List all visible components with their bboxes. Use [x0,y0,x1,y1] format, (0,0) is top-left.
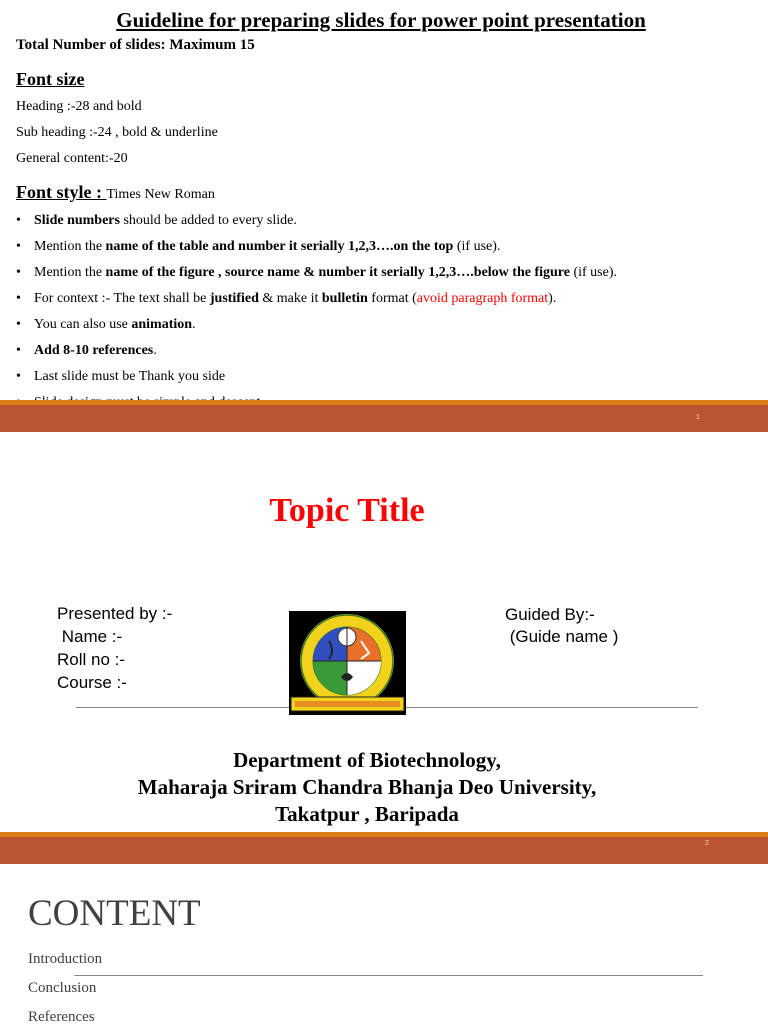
bullet-bold-text: Slide numbers [34,213,120,228]
bullet-text: Mention the [34,265,106,280]
presenter-details [57,602,172,694]
total-slides-text: Total Number of slides: Maximum 15 [16,37,255,53]
bullet-text: You can also use [34,317,132,332]
bullet-text: & make it [258,291,322,306]
font-style-heading: Font style : [16,182,107,202]
course-label: Course :- [57,673,127,692]
slide3-divider [74,975,703,976]
bullet-figure-numbering [16,264,617,290]
general-content-spec: General content:-20 [16,151,128,166]
bullet-text: Mention the [34,239,106,254]
slide2-page-number: 2 [705,840,709,847]
roll-no-label: Roll no :- [57,650,126,669]
bullet-bold-text: name of the table and number it serially 1,2,3….on the top [105,239,454,254]
slide1-title: Guideline for preparing slides for power point presentation [116,8,646,32]
bullet-slide-numbers [16,212,617,238]
university-seal-icon [289,611,406,715]
bullet-bold-text: justified [209,291,259,306]
bullet-context-format [16,290,617,316]
bullet-text: format ( [367,291,417,306]
bullet-references [16,342,617,368]
bullet-red-text: avoid paragraph format [416,291,549,306]
content-item-references: References [28,1009,95,1025]
university-location: Takatpur , Baripada [275,802,459,826]
bullet-text: Last slide must be Thank you side [34,369,226,384]
department-block [0,747,734,828]
bullet-text: . [192,317,196,332]
bullet-text: (if use). [569,265,618,280]
presented-by-label: Presented by :- [57,604,173,623]
content-item-conclusion: Conclusion [28,980,97,996]
bullet-last-slide [16,368,617,394]
subheading-spec: Sub heading :-24 , bold & underline [16,125,218,140]
slide2-footer-band [0,832,768,864]
bullet-animation [16,316,617,342]
content-item-introduction: Introduction [28,951,103,967]
bullet-bold-text: animation [131,317,193,332]
content-list [28,949,102,1036]
bullet-text: . [153,343,157,358]
font-size-heading: Font size [16,69,85,89]
topic-title: Topic Title [269,492,425,529]
university-name: Maharaja Sriram Chandra Bhanja Deo University, [137,775,597,799]
heading-spec: Heading :-28 and bold [16,99,142,114]
guide-details [505,604,618,648]
bullet-bold-text: bulletin [321,291,368,306]
slide1-footer-band [0,400,768,432]
bullet-text: ). [548,291,557,306]
footer-fill [0,405,768,432]
department-name: Department of Biotechnology, [233,748,501,772]
guide-name-label: (Guide name ) [505,627,619,646]
bullet-bold-text: Add 8-10 references [34,343,154,358]
font-style-value: Times New Roman [106,187,215,202]
bullet-bold-text: name of the figure , source name & number it serially 1,2,3….below the figure [105,265,570,280]
font-style-row [16,182,215,203]
bullet-text: (if use). [453,239,501,254]
guided-by-label: Guided By:- [505,605,595,624]
slide1-page-number: 1 [696,414,700,421]
bullet-table-numbering [16,238,617,264]
content-title: CONTENT [28,893,201,934]
footer-fill [0,837,768,864]
bullet-text: should be added to every slide. [119,213,297,228]
name-label: Name :- [57,627,123,646]
guideline-bullet-list [16,212,617,420]
bullet-text: For context :- The text shall be [34,291,210,306]
